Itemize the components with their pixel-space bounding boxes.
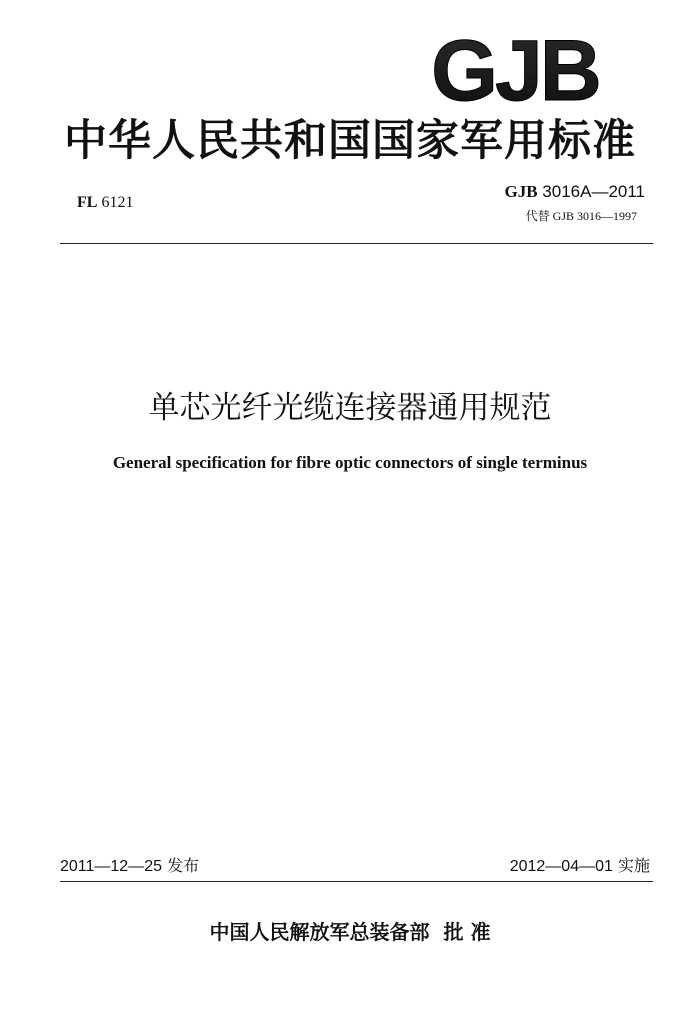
approving-authority: [0, 916, 700, 945]
document-title-chinese: 单芯光纤光缆连接器通用规范: [148, 390, 552, 426]
top-divider: [60, 243, 653, 244]
fl-label: FL: [77, 194, 98, 211]
bottom-divider: [60, 881, 653, 882]
fl-number: 6121: [101, 194, 134, 211]
issue-label: 发布: [167, 856, 200, 875]
replaces-standard: 代替 GJB 3016—1997: [525, 209, 637, 223]
standard-number: [504, 182, 645, 202]
standard-number-value: 3016A—2011: [542, 182, 645, 201]
issue-date-value: 2011—12—25: [60, 858, 162, 875]
implementation-date: [510, 853, 650, 876]
gjb-logo: [418, 28, 612, 108]
document-title-english: General specification for fibre optic connectors of single terminus: [112, 453, 588, 472]
impl-date-value: 2012—04—01: [509, 858, 613, 875]
standard-prefix: GJB: [504, 182, 538, 201]
gjb-logo-text: GJB: [431, 28, 599, 108]
issue-date: [60, 853, 199, 876]
impl-label: 实施: [617, 856, 650, 875]
approve-label: 批 准: [443, 920, 491, 944]
approver-name: 中国人民解放军总装备部: [209, 920, 430, 944]
classification-code: [77, 194, 133, 212]
page-title: 中华人民共和国国家军用标准: [64, 116, 636, 166]
